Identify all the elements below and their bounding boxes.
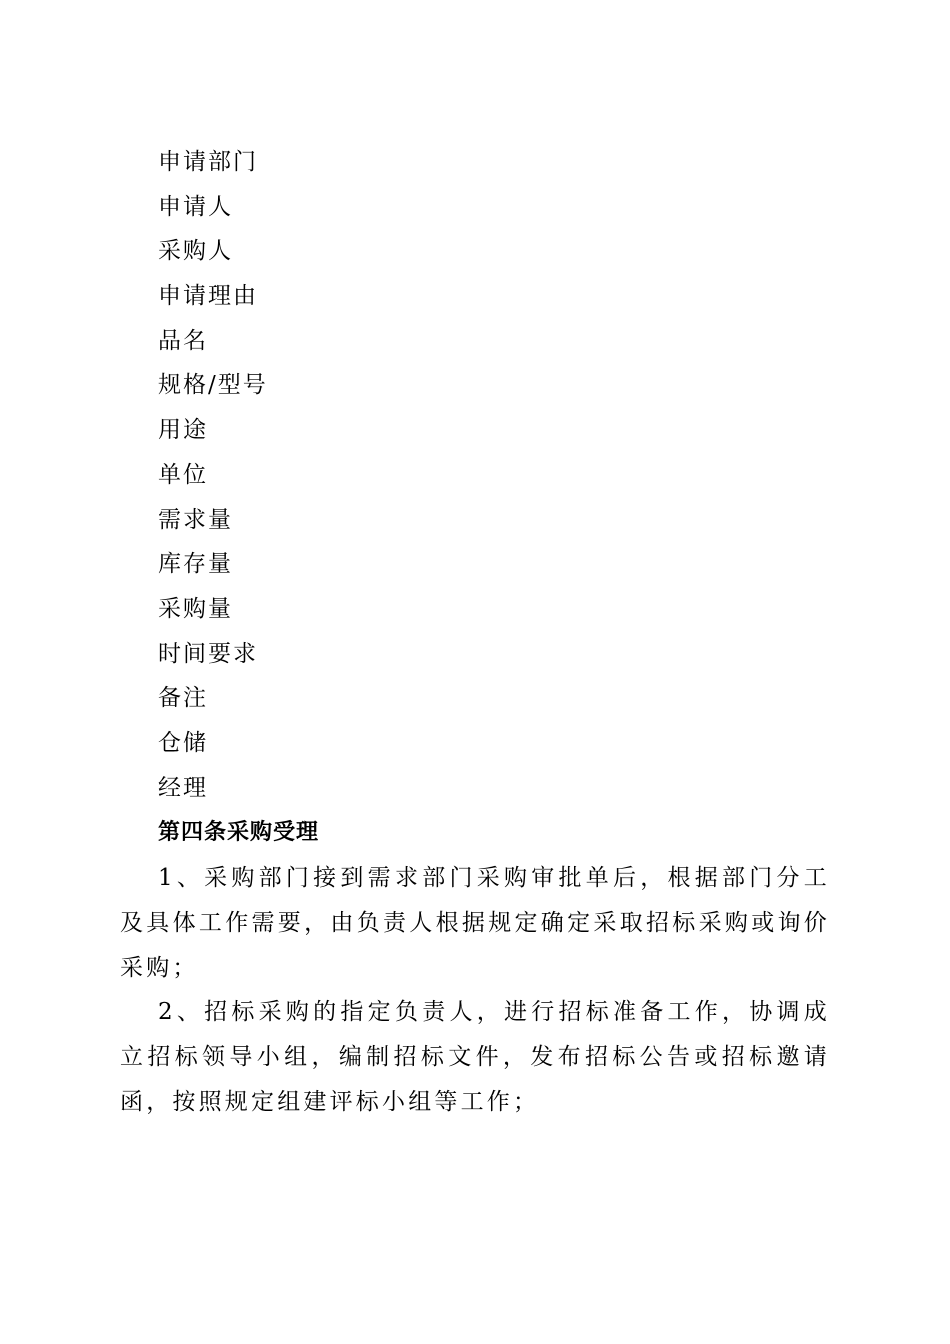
field-label-item-name: 品名 xyxy=(158,327,208,354)
field-label-reason: 申请理由 xyxy=(158,283,258,310)
field-label-department: 申请部门 xyxy=(158,149,258,175)
field-label-stock-qty: 库存量 xyxy=(158,551,233,578)
paragraph-2: 2、招标采购的指定负责人，进行招标准备工作，协调成立招标领导小组，编制招标文件，发布招标公告或招标邀请函，按照规定组建评标小组等工作； xyxy=(120,999,830,1115)
field-label-time-requirement: 时间要求 xyxy=(158,640,258,667)
field-label-warehouse: 仓储 xyxy=(158,729,208,756)
field-label-unit: 单位 xyxy=(158,461,208,488)
field-label-purchase-qty: 采购量 xyxy=(158,595,233,622)
paragraph-1: 1、采购部门接到需求部门采购审批单后，根据部门分工及具体工作需要，由负责人根据规定确定采取招标采购或询价采购； xyxy=(120,865,830,981)
field-label-spec-model: 规格/型号 xyxy=(158,372,268,399)
field-label-manager: 经理 xyxy=(158,774,208,801)
section-heading: 第四条采购受理 xyxy=(158,819,320,845)
field-label-demand-qty: 需求量 xyxy=(158,506,233,533)
field-label-applicant: 申请人 xyxy=(158,193,233,220)
form-field-list xyxy=(158,140,268,810)
field-label-usage: 用途 xyxy=(158,417,208,444)
field-label-remarks: 备注 xyxy=(158,685,208,712)
field-label-purchaser: 采购人 xyxy=(158,238,233,265)
